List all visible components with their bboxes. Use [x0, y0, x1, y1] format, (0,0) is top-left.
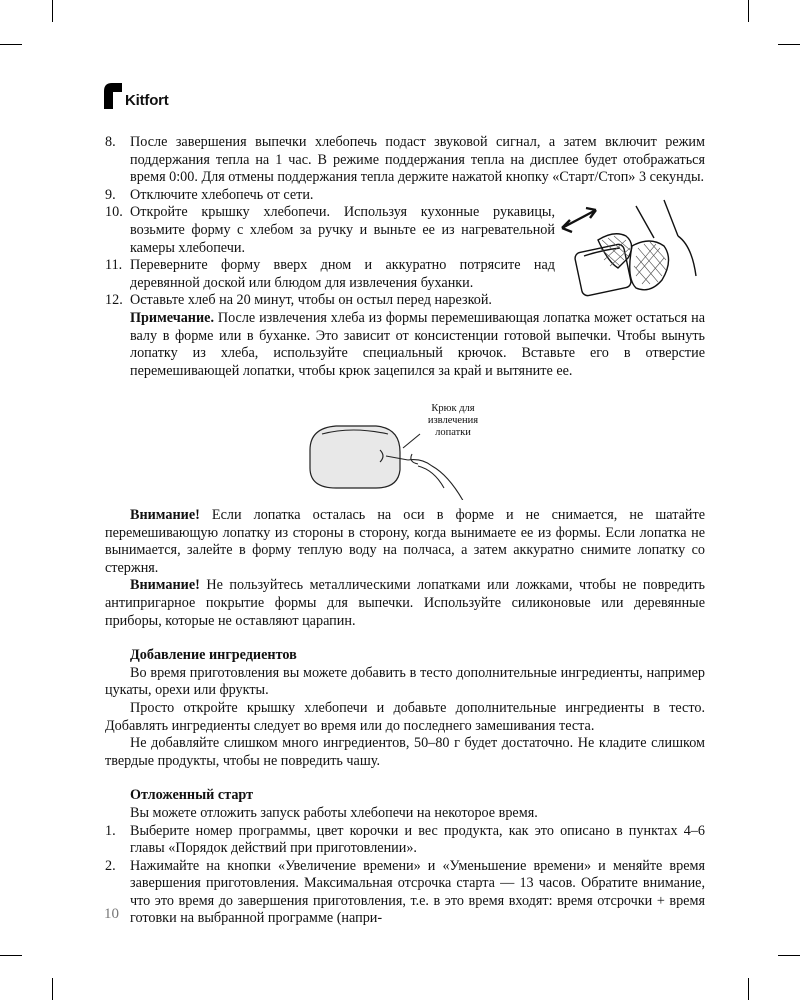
step-text: Нажимайте на кнопки «Увеличение времени» и «Уменьшение времени» и меняйте время завершения приготовления. Максимальная отсрочка старта — 13 часов. Обратите внимание, что это время до завершения приготовления, т.е. в это время входят: время отсрочки + время готовки на выбранной программе (напри- [130, 857, 705, 927]
section-title: Добавление ингредиентов [130, 647, 297, 664]
illustration-remove-pan [556, 196, 706, 306]
step-number: 2. [105, 857, 116, 874]
brand-logo-icon [104, 83, 122, 109]
step-number: 1. [105, 822, 116, 839]
step-text: После завершения выпечки хлебопечь подаст звуковой сигнал, а затем включит режим поддержания тепла на 1 час. В режиме поддержания тепла на дисплее будет отображаться время 0:00. Для отмены поддержания тепла держите нажатой кнопку «Старт/Стоп» 3 секунды. [130, 134, 705, 186]
warning-paragraph [105, 577, 705, 630]
warning-paragraph [105, 507, 705, 577]
paragraph: Просто откройте крышку хлебопечи и добавьте дополнительные ингредиенты в тесто. Добавлять ингредиенты следует во время или до последнего замешивания теста. [105, 699, 705, 734]
paragraph: Во время приготовления вы можете добавить в тесто дополнительные ингредиенты, например цукаты, орехи или фрукты. [105, 664, 705, 699]
note-label: Примечание. [130, 309, 214, 326]
crop-mark [52, 0, 53, 22]
note-paragraph [105, 310, 705, 380]
step-text: Переверните форму вверх дном и аккуратно потрясите над деревянной доской или блюдом для извлечения буханки. [130, 257, 555, 291]
crop-mark [748, 0, 749, 22]
crop-mark [0, 44, 22, 45]
step-number: 12. [105, 292, 123, 309]
step-number: 10. [105, 204, 123, 221]
warning-label: Внимание! [130, 577, 200, 594]
paragraph: Не добавляйте слишком много ингредиентов, 50–80 г будет достаточно. Не кладите слишком твердые продукты, чтобы не повредить чашу. [105, 735, 705, 769]
list-item [105, 858, 705, 928]
crop-mark [778, 44, 800, 45]
list-item [105, 823, 705, 858]
step-number: 9. [105, 186, 116, 203]
step-text: Оставьте хлеб на 20 минут, чтобы он остыл перед нарезкой. [130, 292, 492, 309]
crop-mark [778, 955, 800, 956]
section-title: Отложенный старт [130, 787, 254, 804]
list-item [105, 134, 705, 187]
crop-mark [52, 978, 53, 1000]
figure-caption: Крюк для извлечения лопатки [427, 403, 479, 438]
note-text: После извлечения хлеба из формы перемешивающая лопатка может остаться на валу в форме или в буханке. Это зависит от консистенции готовой выпечки. Чтобы вынуть лопатку из хлеба, используйте специальный крючок. Вставьте его в отверстие перемешивающей лопатки, чтобы крюк зацепился за край и вытяните ее. [130, 309, 705, 379]
crop-mark [0, 955, 22, 956]
main-text [105, 507, 705, 928]
warning-label: Внимание! [130, 507, 200, 523]
crop-mark [748, 978, 749, 1000]
step-text: Откройте крышку хлебопечи. Используя кухонные рукавицы, возьмите форму с хлебом за ручку и выньте ее из нагревательной камеры хлебопечи. [130, 204, 555, 256]
warning-text: Если лопатка осталась на оси в форме и не снимается, не шатайте перемешивающую лопатку из стороны в сторону, когда вынимаете ее из формы. Если лопатка не вынимается, залейте в форму теплую воду на полчаса, а затем аккуратно снимите лопатку со стержня. [105, 507, 705, 576]
warning-text: Не пользуйтесь металлическими лопатками или ложками, чтобы не повредить антипригарное покрытие формы для выпечки. Используйте силиконовые или деревянные приборы, которые не оставляют царапин. [105, 577, 705, 629]
step-text: Выберите номер программы, цвет корочки и вес продукта, как это описано в пунктах 4–6 главы «Порядок действий при приготовлении». [130, 822, 705, 857]
step-number: 8. [105, 134, 116, 150]
step-text: Отключите хлебопечь от сети. [130, 186, 314, 203]
step-number: 11. [105, 257, 123, 274]
brand-name: Kitfort [125, 92, 169, 109]
page-number: 10 [104, 906, 119, 922]
brand-logo [104, 83, 169, 109]
paragraph: Вы можете отложить запуск работы хлебопечи на некоторое время. [130, 804, 538, 821]
list-item [105, 257, 555, 292]
list-item [105, 204, 555, 257]
